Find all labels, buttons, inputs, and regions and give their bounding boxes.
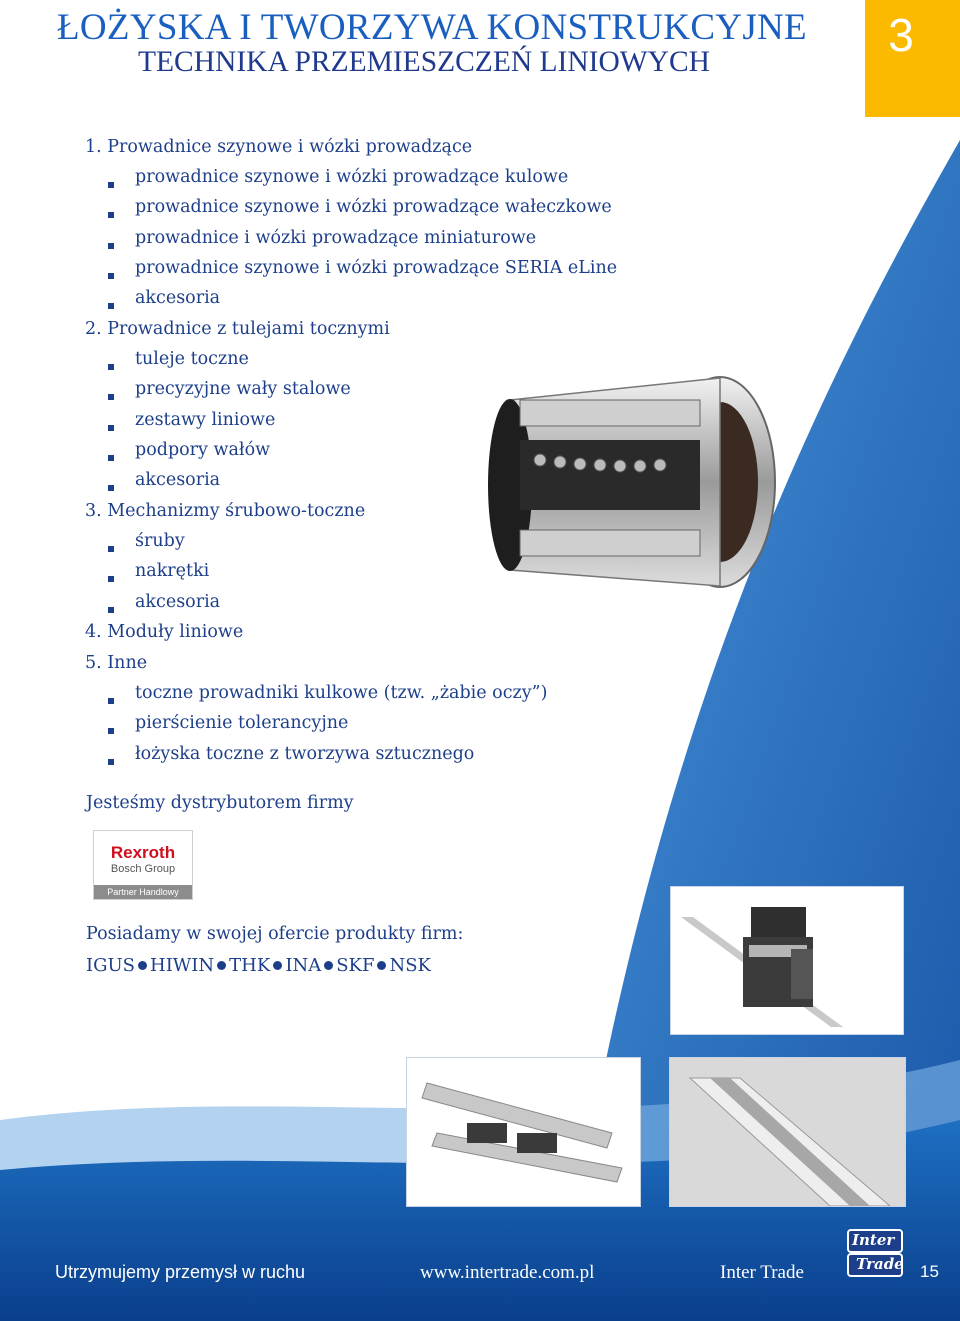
section-heading: 1. Prowadnice szynowe i wózki prowadzące bbox=[85, 137, 473, 157]
logo-inter: Inter bbox=[852, 1231, 895, 1249]
chapter-number: 3 bbox=[888, 9, 914, 61]
section-heading: 2. Prowadnice z tulejami tocznymi bbox=[85, 319, 390, 339]
brand: SKF bbox=[336, 955, 375, 976]
list-item: akcesoria bbox=[135, 592, 221, 612]
list-item: prowadnice szynowe i wózki prowadzące SERIA eLine bbox=[135, 258, 618, 278]
intertrade-logo bbox=[846, 1228, 904, 1278]
distributor-text: Jesteśmy dystrybutorem firmy bbox=[86, 793, 354, 813]
footer-company: Inter Trade bbox=[720, 1262, 804, 1283]
bullet-icon bbox=[108, 698, 114, 704]
miniature-guide-photo bbox=[407, 1058, 640, 1206]
rexroth-name: Rexroth bbox=[110, 843, 176, 862]
section-heading: 4. Moduły liniowe bbox=[85, 622, 244, 642]
separator-dot bbox=[217, 961, 226, 970]
separator-dot bbox=[273, 961, 282, 970]
list-item: tuleje toczne bbox=[135, 349, 249, 369]
brand: INA bbox=[285, 955, 322, 976]
brand: HIWIN bbox=[150, 955, 215, 976]
bullet-icon bbox=[108, 455, 114, 461]
list-item: akcesoria bbox=[135, 288, 221, 308]
footer-slogan: Utrzymujemy przemysł w ruchu bbox=[55, 1262, 306, 1282]
list-item: zestawy liniowe bbox=[135, 410, 276, 430]
section-heading: 5. Inne bbox=[85, 653, 148, 673]
list-item: łożyska toczne z tworzywa sztucznego bbox=[135, 744, 475, 764]
rail-closeup-photo bbox=[670, 1058, 905, 1206]
bullet-icon bbox=[108, 485, 114, 491]
separator-dot bbox=[377, 961, 386, 970]
bullet-icon bbox=[108, 728, 114, 734]
rexroth-badge: Partner Handlowy bbox=[94, 885, 192, 899]
brand: NSK bbox=[389, 955, 431, 976]
offer-text: Posiadamy w swojej ofercie produkty firm: bbox=[86, 924, 464, 944]
separator-dot bbox=[138, 961, 147, 970]
list-item: podpory wałów bbox=[135, 440, 271, 460]
bullet-icon bbox=[108, 182, 114, 188]
rexroth-group: Bosch Group bbox=[110, 863, 176, 875]
bullet-icon bbox=[108, 303, 114, 309]
list-item: prowadnice i wózki prowadzące miniaturowe bbox=[135, 228, 537, 248]
rail-carriage-photo bbox=[671, 887, 903, 1034]
list-item: prowadnice szynowe i wózki prowadzące kulowe bbox=[135, 167, 569, 187]
list-item: pierścienie tolerancyjne bbox=[135, 713, 349, 733]
bullet-icon bbox=[108, 364, 114, 370]
bullet-icon bbox=[108, 273, 114, 279]
bullet-icon bbox=[108, 243, 114, 249]
list-item: śruby bbox=[135, 531, 185, 551]
list-item: toczne prowadniki kulkowe (tzw. „żabie oczy”) bbox=[135, 683, 548, 703]
brand: IGUS bbox=[86, 955, 135, 976]
rexroth-logo bbox=[93, 830, 193, 900]
separator-dot bbox=[324, 961, 333, 970]
bullet-icon bbox=[108, 607, 114, 613]
footer-url[interactable]: www.intertrade.com.pl bbox=[420, 1262, 595, 1283]
title-sub: TECHNIKA PRZEMIESZCZEŃ LINIOWYCH bbox=[138, 46, 710, 78]
page-number: 15 bbox=[920, 1262, 939, 1281]
linear-bearing-image bbox=[480, 370, 780, 595]
title-main: ŁOŻYSKA I TWORZYWA KONSTRUKCYJNE bbox=[57, 7, 807, 48]
list-item: akcesoria bbox=[135, 470, 221, 490]
logo-trade: Trade bbox=[856, 1255, 904, 1273]
section-heading: 3. Mechanizmy śrubowo-toczne bbox=[85, 501, 366, 521]
brand-list bbox=[86, 955, 431, 976]
bullet-icon bbox=[108, 576, 114, 582]
brand: THK bbox=[229, 955, 271, 976]
list-item: prowadnice szynowe i wózki prowadzące wałeczkowe bbox=[135, 197, 612, 217]
bullet-icon bbox=[108, 394, 114, 400]
list-item: precyzyjne wały stalowe bbox=[135, 379, 351, 399]
bullet-icon bbox=[108, 546, 114, 552]
bullet-icon bbox=[108, 212, 114, 218]
list-item: nakrętki bbox=[135, 561, 210, 581]
bullet-icon bbox=[108, 759, 114, 765]
bullet-icon bbox=[108, 425, 114, 431]
